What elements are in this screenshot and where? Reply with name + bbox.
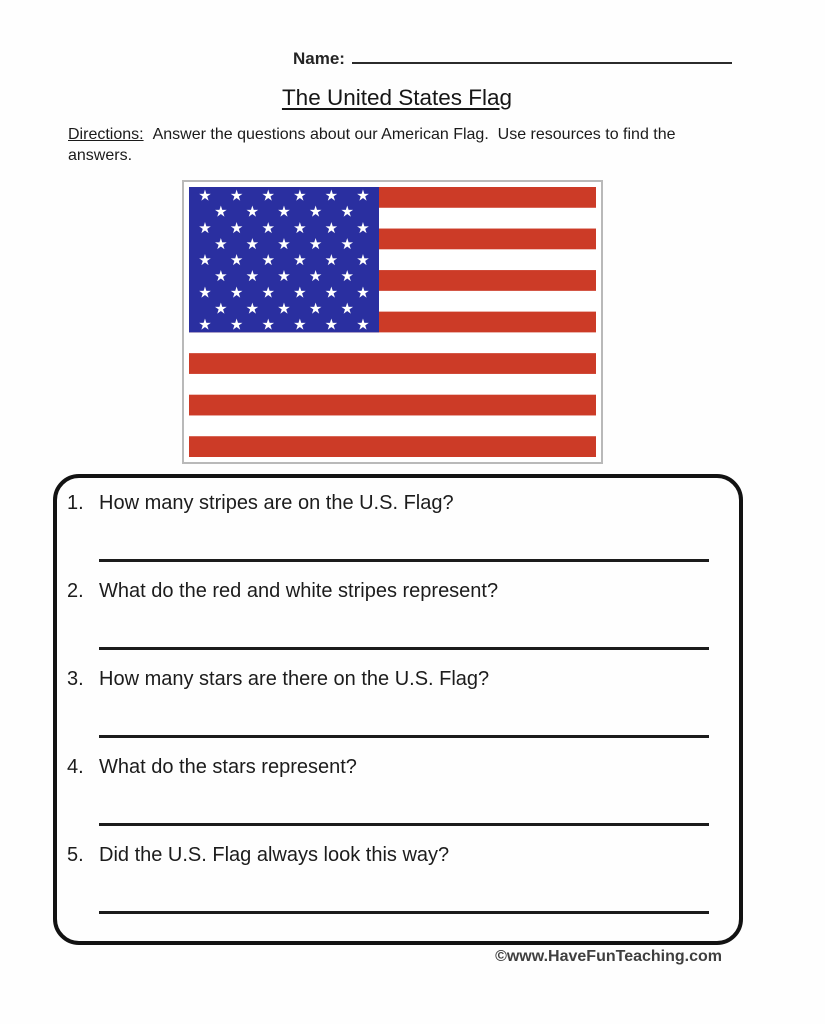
svg-text:★: ★	[324, 251, 339, 270]
answer-line-5	[99, 911, 709, 914]
svg-text:★: ★	[229, 187, 244, 205]
svg-text:★: ★	[293, 251, 307, 270]
svg-text:★: ★	[324, 315, 339, 334]
svg-text:★: ★	[340, 202, 354, 221]
svg-text:★: ★	[356, 218, 370, 237]
directions-text: Answer the questions about our American Flag. Use resources to find the answers.	[68, 126, 680, 164]
svg-text:★: ★	[198, 251, 212, 270]
name-row	[293, 48, 732, 69]
question-1	[57, 491, 739, 515]
footer-credit: ©www.HaveFunTeaching.com	[495, 948, 722, 965]
answer-line-3	[99, 735, 709, 738]
svg-text:★: ★	[293, 315, 307, 334]
question-3	[57, 667, 739, 691]
svg-text:★: ★	[308, 267, 323, 286]
svg-text:★: ★	[340, 299, 354, 318]
question-2	[57, 579, 739, 603]
svg-text:★: ★	[229, 315, 244, 334]
directions	[68, 124, 713, 166]
svg-text:★: ★	[245, 267, 260, 286]
svg-text:★: ★	[356, 251, 370, 270]
question-text: How many stars are there on the U.S. Flag?	[99, 668, 490, 690]
question-number: 3.	[67, 668, 84, 690]
svg-text:★: ★	[198, 187, 212, 205]
question-number: 2.	[67, 580, 84, 602]
svg-text:★: ★	[261, 218, 275, 237]
svg-text:★: ★	[245, 299, 260, 318]
question-item	[57, 843, 739, 914]
svg-text:★: ★	[261, 187, 275, 205]
question-number: 1.	[67, 492, 84, 514]
svg-text:★: ★	[293, 283, 307, 302]
page-title: The United States Flag	[281, 85, 513, 110]
svg-text:★: ★	[214, 202, 228, 221]
svg-text:★: ★	[340, 234, 354, 253]
answer-line-4	[99, 823, 709, 826]
svg-text:★: ★	[261, 283, 275, 302]
svg-text:★: ★	[214, 234, 228, 253]
question-text: What do the stars represent?	[99, 756, 357, 778]
svg-text:★: ★	[277, 202, 291, 221]
svg-text:★: ★	[356, 187, 370, 205]
svg-text:★: ★	[308, 299, 323, 318]
svg-text:★: ★	[198, 283, 212, 302]
svg-text:★: ★	[293, 187, 307, 205]
svg-text:★: ★	[261, 315, 275, 334]
svg-text:★: ★	[261, 251, 275, 270]
question-number: 4.	[67, 756, 84, 778]
question-5	[57, 843, 739, 867]
question-text: What do the red and white stripes represent?	[99, 580, 499, 602]
svg-text:★: ★	[324, 187, 339, 205]
answer-line-2	[99, 647, 709, 650]
svg-text:★: ★	[324, 283, 339, 302]
svg-text:★: ★	[293, 218, 307, 237]
directions-label: Directions:	[68, 126, 144, 143]
svg-text:★: ★	[245, 202, 260, 221]
svg-text:★: ★	[356, 283, 370, 302]
question-item	[57, 755, 739, 826]
svg-text:★: ★	[356, 315, 370, 334]
svg-text:★: ★	[277, 234, 291, 253]
svg-text:★: ★	[308, 234, 323, 253]
svg-text:★: ★	[340, 267, 354, 286]
svg-text:★: ★	[214, 267, 228, 286]
question-item	[57, 579, 739, 650]
question-item	[57, 491, 739, 562]
question-item	[57, 667, 739, 738]
svg-text:★: ★	[198, 315, 212, 334]
svg-text:★: ★	[229, 251, 244, 270]
svg-text:★: ★	[277, 299, 291, 318]
svg-text:★: ★	[324, 218, 339, 237]
svg-text:★: ★	[198, 218, 212, 237]
svg-text:★: ★	[245, 234, 260, 253]
svg-text:★: ★	[229, 218, 244, 237]
question-text: Did the U.S. Flag always look this way?	[99, 844, 450, 866]
svg-text:★: ★	[308, 202, 323, 221]
name-blank-line	[352, 48, 732, 64]
question-number: 5.	[67, 844, 84, 866]
answer-line-1	[99, 559, 709, 562]
svg-text:★: ★	[277, 267, 291, 286]
svg-text:★: ★	[214, 299, 228, 318]
question-4	[57, 755, 739, 779]
us-flag-image	[182, 180, 603, 464]
question-box	[53, 474, 743, 945]
question-text: How many stripes are on the U.S. Flag?	[99, 492, 454, 514]
svg-text:★: ★	[229, 283, 244, 302]
name-label: Name:	[293, 49, 345, 68]
us-flag-svg	[189, 187, 596, 457]
